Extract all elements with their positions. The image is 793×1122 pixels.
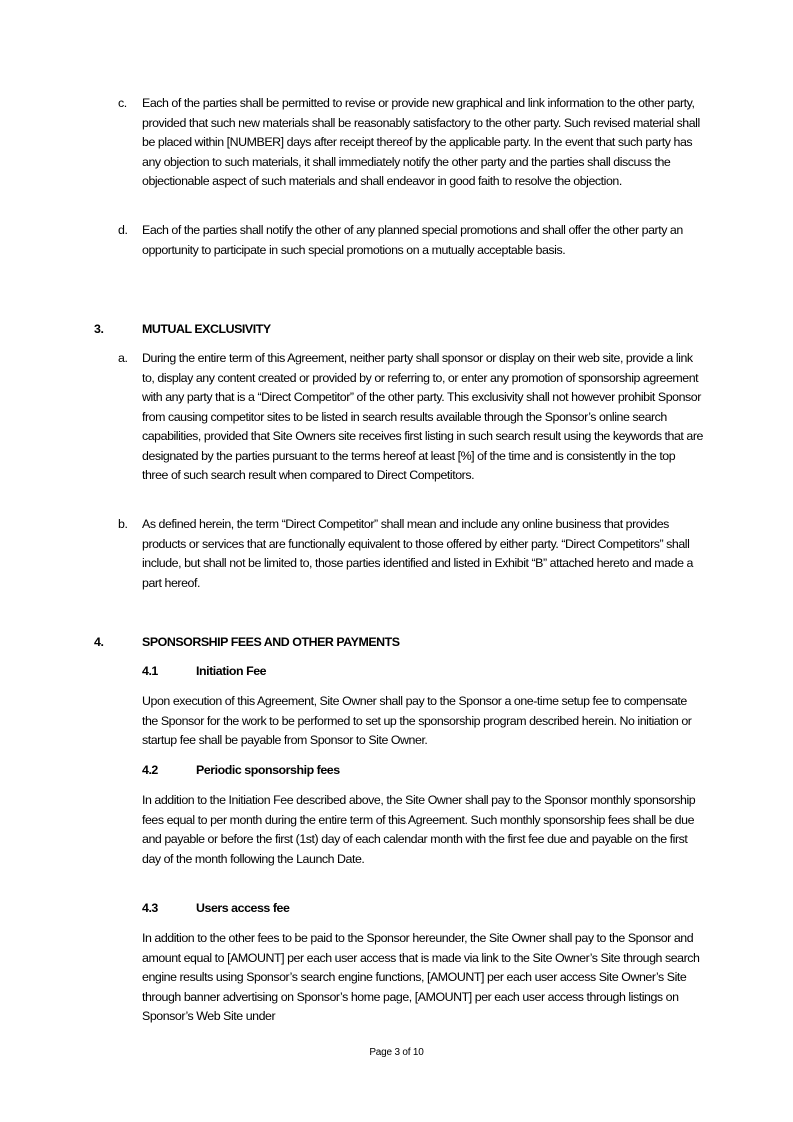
list-marker: c. bbox=[118, 96, 127, 110]
section-number: 4. bbox=[94, 635, 104, 649]
section-number: 3. bbox=[94, 322, 104, 336]
list-item-d bbox=[94, 221, 714, 260]
list-item-a bbox=[94, 349, 714, 486]
list-item-text: During the entire term of this Agreement, neither party shall sponsor or display on their web site, provide a link to, display any content created or provided by or referring to, or enter any promotion of sponsorship agreement with any party that is a “Direct Competitor” of the other party. This exclusivity shall not however prohibit Sponsor from causing competitor sites to be listed in search results available through the Sponsor’s online search capabilities, provided that Site Owners site receives first listing in such search result using the keywords that are designated by the parties pursuant to the terms hereof at least [%] of the time and is consistently in the top three of such search result when compared to Direct Competitors. bbox=[142, 351, 703, 482]
list-marker: a. bbox=[118, 351, 128, 365]
list-item-text: Each of the parties shall be permitted to revise or provide new graphical and link information to the other party, provided that such new materials shall be reasonably satisfactory to the other party. Such revised material shall be placed within [NUMBER] days after receipt thereof by the applicable party. In the event that such party has any objection to such materials, it shall immediately notify the other party and the parties shall discuss the objectionable aspect of such materials and shall endeavor in good faith to resolve the objection. bbox=[142, 96, 700, 188]
list-item-text: As defined herein, the term “Direct Competitor” shall mean and include any online business that provides products or services that are functionally equivalent to those offered by either party. “Direct Competitors” shall include, but shall not be limited to, those parties identified and listed in Exhibit “B” attached hereto and made a part hereof. bbox=[142, 517, 693, 590]
section-title: MUTUAL EXCLUSIVITY bbox=[142, 322, 271, 336]
subsection-number: 4.3 bbox=[142, 901, 158, 915]
subsection-title: Initiation Fee bbox=[196, 664, 267, 678]
page-number-footer: Page 3 of 10 bbox=[369, 1047, 424, 1058]
list-item-b bbox=[94, 515, 714, 593]
list-item-text: Each of the parties shall notify the other of any planned special promotions and shall offer the other party an opportunity to participate in such special promotions on a mutually acceptable basis. bbox=[142, 223, 683, 257]
subsection-number: 4.2 bbox=[142, 763, 158, 777]
section-title: SPONSORSHIP FEES AND OTHER PAYMENTS bbox=[142, 635, 400, 649]
subsection-number: 4.1 bbox=[142, 664, 158, 678]
list-marker: d. bbox=[118, 223, 128, 237]
subsection-title: Periodic sponsorship fees bbox=[196, 763, 340, 777]
list-marker: b. bbox=[118, 517, 128, 531]
list-item-c bbox=[94, 94, 714, 192]
subsection-paragraph: Upon execution of this Agreement, Site Owner shall pay to the Sponsor a one-time setup fee to compensate the Sponsor for the work to be performed to set up the sponsorship program described herein. No initiation or startup fee shall be payable from Sponsor to Site Owner. bbox=[142, 694, 692, 747]
subsection-title: Users access fee bbox=[196, 901, 290, 915]
subsection-paragraph: In addition to the other fees to be paid to the Sponsor hereunder, the Site Owner shall pay to the Sponsor and amount equal to [AMOUNT] per each user access that is made via link to the Site Owner’s Site through search engine results using Sponsor’s search engine functions, [AMOUNT] per each user access Site Owner’s Site through banner advertising on Sponsor’s home page, [AMOUNT] per each user access through listings on Sponsor’s Web Site under bbox=[142, 931, 700, 1023]
subsection-paragraph: In addition to the Initiation Fee described above, the Site Owner shall pay to the Sponsor monthly sponsorship fees equal to per month during the entire term of this Agreement. Such monthly sponsorship fees shall be due and payable or before the first (1st) day of each calendar month with the first fee due and payable on the first day of the month following the Launch Date. bbox=[142, 793, 696, 866]
